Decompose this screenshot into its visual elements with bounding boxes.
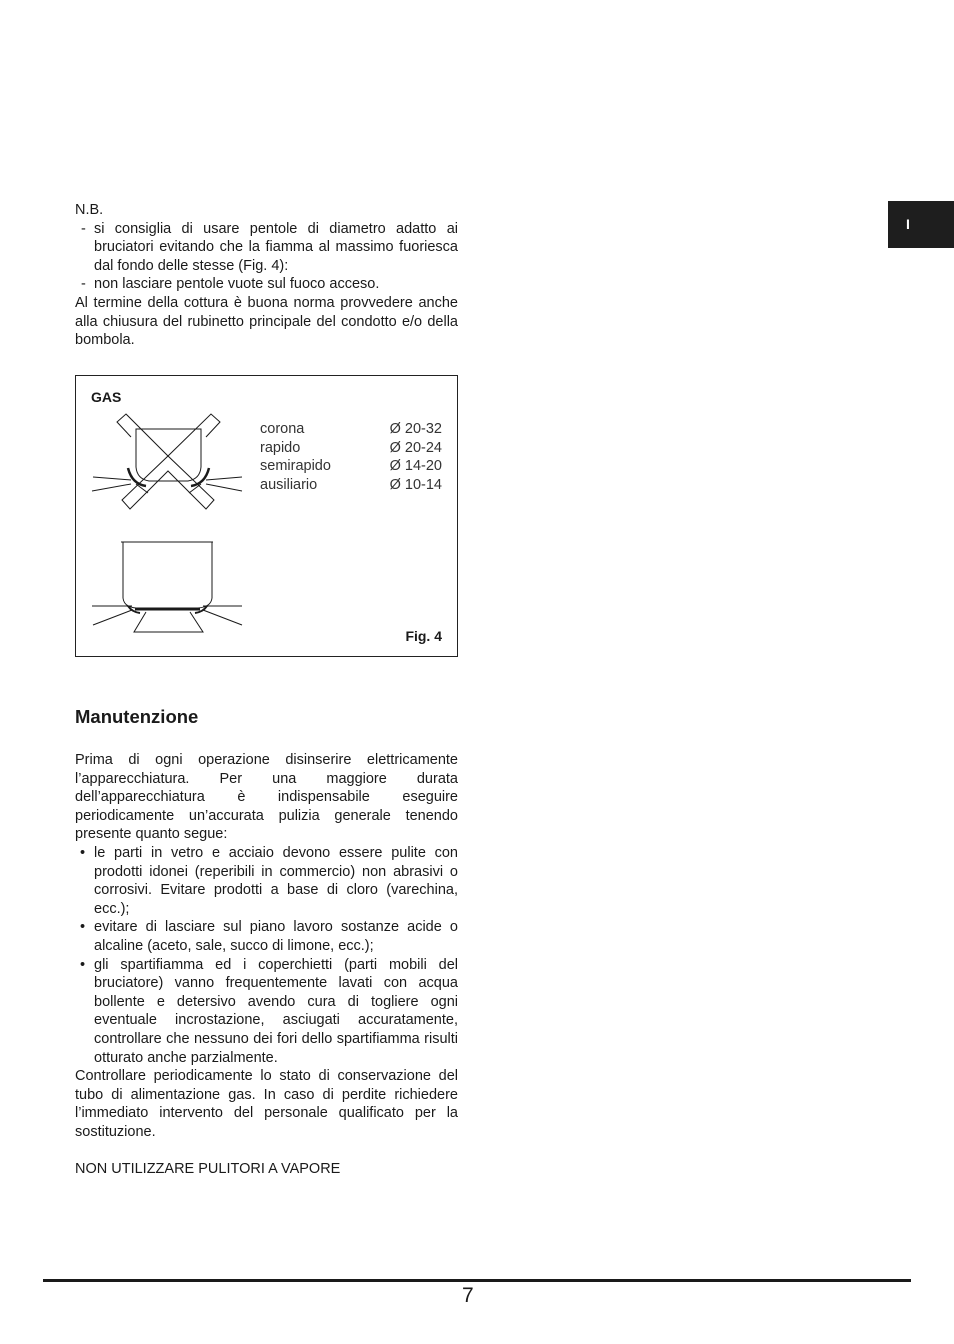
burner-diameter-table [260, 420, 442, 494]
page-number: 7 [462, 1284, 474, 1307]
steam-cleaner-warning: NON UTILIZZARE PULITORI A VAPORE [75, 1161, 341, 1178]
burner-row: corona Ø 20-32 [260, 421, 442, 437]
maintenance-bullet: • evitare di lasciare sul piano lavoro sostanze acide o alcaline (aceto, sale, succo di limone, ecc.); [80, 919, 458, 954]
nb-section [75, 201, 458, 350]
language-tab: I [888, 201, 954, 248]
burner-row: semirapido Ø 14-20 [260, 458, 442, 474]
maintenance-closing: Controllare periodicamente lo stato di conservazione del tubo di alimentazione gas. In caso di perdite richiedere l’immediato intervento del personale qualificato per la sostituzione. [75, 1068, 458, 1140]
nb-item: - si consiglia di usare pentole di diametro adatto ai bruciatori evitando che la fiamma al massimo fuoriesca dal fondo delle stesse (Fig. 4): [81, 220, 458, 274]
nb-list [75, 220, 458, 294]
nb-item: - non lasciare pentole vuote sul fuoco acceso. [81, 276, 380, 293]
maintenance-bullet-list [75, 844, 458, 1067]
nb-closing-paragraph: Al termine della cottura è buona norma provvedere anche alla chiusura del rubinetto principale del condotto e/o della bombola. [75, 294, 458, 349]
figure-caption: Fig. 4 [405, 628, 442, 644]
maintenance-heading: Manutenzione [75, 706, 199, 727]
pot-diagram-illustration [76, 376, 457, 656]
pot-too-small-diagram [92, 414, 242, 509]
nb-heading: N.B. [75, 202, 104, 218]
maintenance-bullet: • gli spartifiamma ed i coperchietti (parti mobili del bruciatore) vanno frequentemente lavati con acqua bollente e detersivo avendo cura di togliere ogni eventuale incrostazione, asciugati accuratamente, controllare che nessuno dei fori dello spartifiamma risulti otturato anche parzialmente. [80, 956, 458, 1066]
figure-title: GAS [91, 389, 122, 405]
maintenance-bullet: • le parti in vetro e acciaio devono essere pulite con prodotti idonei (reperibili in commercio) non abrasivi o corrosivi. Evitare prodotti a base di cloro (varechina, ecc.); [80, 844, 458, 917]
pot-correct-diagram [92, 542, 242, 632]
maintenance-section [75, 751, 458, 1179]
burner-row: rapido Ø 20-24 [260, 439, 442, 456]
burner-row: ausiliario Ø 10-14 [260, 476, 442, 493]
maintenance-intro: Prima di ogni operazione disinserire elettricamente l’apparecchiatura. Per una maggiore durata dell’apparecchiatura è indispensabile eseguire periodicamente un’accurata pulizia generale tenendo presente quanto segue: [75, 752, 458, 843]
footer-rule [43, 1279, 911, 1282]
figure-4-box [75, 375, 458, 657]
